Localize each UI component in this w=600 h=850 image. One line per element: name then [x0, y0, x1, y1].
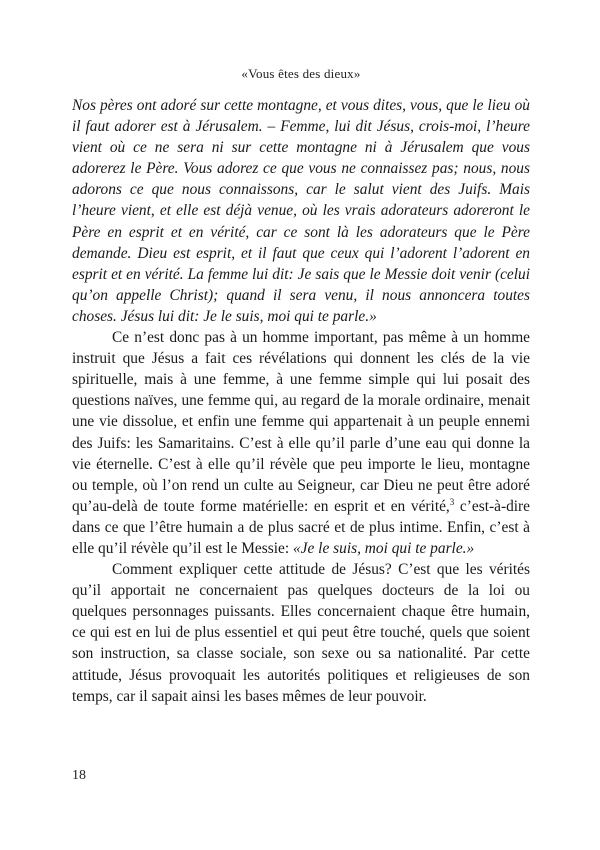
book-page: [72, 0, 530, 850]
scripture-quote-paragraph: Nos pères ont adoré sur cette montagne, et vous dites, vous, que le lieu où il faut adorer est à Jérusalem. – Femme, lui dit Jésus, crois-moi, l’heure vient où ce ne sera ni sur cette montagne ni à Jérusalem que vous adorerez le Père. Vous adorez ce que vous ne connaissez pas; nous, nous adorons ce que nous connaissons, car le salut vient des Juifs. Mais l’heure vient, et elle est déjà venue, où les vrais adorateurs adoreront le Père en esprit et en vérité, car ce sont là les adorateurs que le Père demande. Dieu est esprit, et il faut que ceux qui l’adorent l’adorent en esprit et en vérité. La femme lui dit: Je sais que le Messie doit venir (celui qu’on appelle Christ); quand il sera venu, il nous annoncera toutes choses. Jésus lui dit: Je le suis, moi qui te parle.»: [72, 97, 530, 325]
footnote-reference: 3: [449, 496, 455, 507]
paragraph-2-text-a: Ce n’est donc pas à un homme important, pas même à un homme instruit que Jésus a fait ces révélations qui donnent les clés de la vie spirituelle, mais à une femme, à une femme simple qui lui posait des questions naïves, une femme qui, au regard de la morale ordinaire, menait une vie dissolue, et enfin une femme qui appartenait à un peuple ennemi des Juifs: les Samaritains. C’est à elle qu’il parle d’une eau qui donne la vie éternelle. C’est à elle qu’il révèle que peu importe le lieu, montagne ou temple, où l’on rend un culte au Seigneur, car Dieu ne peut être adoré qu’au-delà de toute forme matérielle: en esprit et en vérité,: [72, 329, 530, 515]
paragraph-2-italic-quote: «Je le suis, moi qui te parle.»: [292, 539, 475, 557]
page-number: 18: [72, 768, 86, 783]
body-text: [72, 95, 530, 707]
running-head: «Vous êtes des dieux»: [241, 66, 361, 81]
paragraph-2-text-b: c’est-à-dire dans ce que l’être humain a de plus sacré et de plus intime. Enfin, c’est à elle qu’il révèle qu’il est le Messie:: [72, 497, 530, 557]
body-paragraph-3: Comment expliquer cette attitude de Jésus? C’est que les vérités qu’il apportait ne concernaient pas quelques docteurs de la loi ou quelques personnages puissants. Elles concernaient chaque être humain, ce qui est en lui de plus essentiel et qui peut être touché, quels que soient son instruction, sa classe sociale, son sexe ou sa nationalité. Par cette attitude, Jésus provoquait les autorités politiques et religieuses de son temps, car il sapait ainsi les bases mêmes de leur pouvoir.: [72, 561, 530, 705]
body-paragraph-2: [72, 327, 530, 559]
